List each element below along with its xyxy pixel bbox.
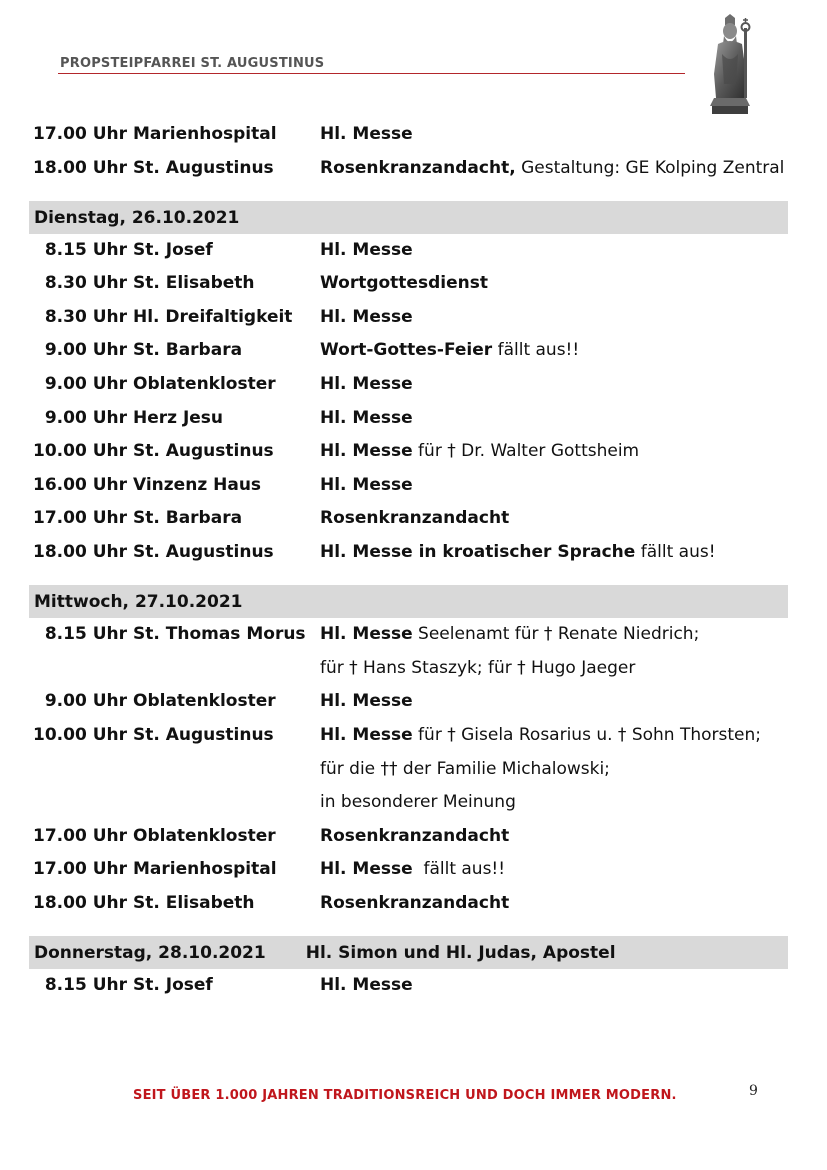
entry-title: Hl. Messe (320, 374, 413, 395)
entry-location: St. Augustinus (133, 724, 274, 745)
entry-time: 17.00 Uhr (33, 825, 127, 846)
entry-description (320, 469, 413, 503)
schedule-entry (29, 502, 788, 536)
entry-title: Hl. Messe in kroatischer Sprache (320, 542, 636, 563)
schedule-entry (29, 887, 788, 921)
header-rule (58, 73, 685, 74)
entry-description (320, 402, 413, 436)
entry-description (320, 368, 413, 402)
entry-title: Hl. Messe (320, 124, 413, 144)
saint-statue-image (700, 14, 762, 116)
schedule-entry (29, 685, 788, 719)
entry-title: Rosenkranzandacht (320, 825, 510, 846)
entry-note: für die †† der Familie Michalowski; (320, 758, 610, 779)
entry-description (320, 652, 635, 686)
entry-time: 8.15 Uhr (44, 974, 127, 995)
entry-title: Wort-Gottes-Feier (320, 340, 493, 361)
schedule-entry-continuation (29, 753, 788, 787)
day-label: Dienstag, 26.10.2021 (34, 207, 240, 228)
entry-location: Marienhospital (133, 859, 277, 880)
entry-note: fällt aus!! (412, 859, 506, 880)
entry-description (320, 502, 509, 536)
entry-time: 8.15 Uhr (44, 624, 127, 645)
entry-time: 18.00 Uhr (33, 542, 127, 563)
entry-time: 16.00 Uhr (33, 474, 127, 495)
section-spacer (29, 570, 788, 586)
entry-title: Hl. Messe (320, 306, 413, 327)
schedule-entry-continuation (29, 652, 788, 686)
schedule-entry (29, 234, 788, 268)
schedule-entry (29, 719, 788, 753)
entry-description (320, 267, 488, 301)
entry-title: Hl. Messe (320, 691, 413, 712)
entry-location: Hl. Dreifaltigkeit (133, 306, 293, 327)
schedule-entry (29, 301, 788, 335)
entry-title: Rosenkranzandacht (320, 892, 510, 913)
entry-time: 17.00 Uhr (33, 124, 127, 144)
day-sections (29, 185, 788, 1002)
entry-time: 17.00 Uhr (33, 859, 127, 880)
entry-location: St. Thomas Morus (133, 624, 306, 645)
entry-time: 9.00 Uhr (44, 407, 127, 428)
entry-time: 8.30 Uhr (44, 273, 127, 294)
day-header (29, 585, 788, 618)
entry-note: Seelenamt für † Renate Niedrich; (412, 624, 700, 645)
schedule-entry (29, 118, 788, 152)
page-number: 9 (749, 1083, 758, 1099)
entry-title: Hl. Messe (320, 624, 413, 645)
entry-description (320, 536, 716, 570)
entry-title: Rosenkranzandacht (320, 508, 510, 529)
day-label: Mittwoch, 27.10.2021 (34, 592, 243, 613)
entry-time: 8.15 Uhr (44, 239, 127, 260)
entry-location: St. Augustinus (133, 441, 274, 462)
entry-location: St. Josef (133, 974, 213, 995)
entry-time: 8.30 Uhr (44, 306, 127, 327)
footer-slogan: SEIT ÜBER 1.000 JAHREN TRADITIONSREICH UND DOCH IMMER MODERN. (133, 1088, 677, 1103)
entry-note: Gestaltung: GE Kolping Zentral (515, 157, 785, 178)
entry-title: Hl. Messe (320, 859, 413, 880)
schedule-entry (29, 820, 788, 854)
entry-title: Wortgottesdienst (320, 273, 488, 294)
schedule-entry (29, 435, 788, 469)
entry-title: Hl. Messe (320, 239, 413, 260)
entry-description (320, 618, 699, 652)
entry-location: Marienhospital (133, 124, 277, 144)
entry-note: in besonderer Meinung (320, 792, 516, 813)
schedule-entry (29, 469, 788, 503)
entry-description (320, 820, 509, 854)
entry-title: Hl. Messe (320, 724, 413, 745)
entry-note: für † Gisela Rosarius u. † Sohn Thorsten; (412, 724, 762, 745)
schedule-entry (29, 536, 788, 570)
entry-time: 17.00 Uhr (33, 508, 127, 529)
entry-time: 9.00 Uhr (44, 374, 127, 395)
day-feast: Hl. Simon und Hl. Judas, Apostel (305, 942, 616, 963)
entry-description (320, 685, 413, 719)
entry-description (320, 853, 505, 887)
entry-description (320, 786, 516, 820)
day-header (29, 936, 788, 969)
day-label: Donnerstag, 28.10.2021 (34, 942, 266, 963)
entry-location: St. Barbara (133, 340, 243, 361)
entry-note: für † Dr. Walter Gottsheim (412, 441, 640, 462)
entry-note: fällt aus! (635, 542, 716, 563)
entry-description (320, 969, 413, 1003)
entry-location: Herz Jesu (133, 407, 224, 428)
entry-description (320, 753, 610, 787)
entry-description (320, 719, 761, 753)
entry-description (320, 118, 413, 152)
entry-description (320, 435, 639, 469)
entry-time: 18.00 Uhr (33, 892, 127, 913)
entry-time: 9.00 Uhr (44, 340, 127, 361)
entry-title: Rosenkranzandacht, (320, 157, 516, 178)
schedule-entry (29, 618, 788, 652)
entry-description (320, 301, 413, 335)
schedule-entry (29, 402, 788, 436)
entry-location: St. Augustinus (133, 157, 274, 178)
entry-title: Hl. Messe (320, 407, 413, 428)
schedule-entry (29, 969, 788, 1003)
section-spacer (29, 185, 788, 201)
entry-note: fällt aus!! (492, 340, 580, 361)
entry-time: 9.00 Uhr (44, 691, 127, 712)
entry-title: Hl. Messe (320, 474, 413, 495)
entry-description (320, 152, 784, 186)
entry-location: Oblatenkloster (133, 691, 276, 712)
entry-location: St. Elisabeth (133, 273, 255, 294)
entry-description (320, 234, 413, 268)
entry-location: St. Josef (133, 239, 213, 260)
header-title: PROPSTEIPFARREI ST. AUGUSTINUS (60, 56, 325, 71)
schedule-entry (29, 368, 788, 402)
entry-time: 10.00 Uhr (33, 724, 127, 745)
entry-description (320, 334, 579, 368)
day-header (29, 201, 788, 234)
entry-location: St. Barbara (133, 508, 243, 529)
entry-title: Hl. Messe (320, 441, 413, 462)
schedule-entry (29, 267, 788, 301)
section-spacer (29, 920, 788, 936)
entry-note: für † Hans Staszyk; für † Hugo Jaeger (320, 657, 636, 678)
entry-location: Vinzenz Haus (133, 474, 262, 495)
schedule-entry-continuation (29, 786, 788, 820)
entry-time: 18.00 Uhr (33, 157, 127, 178)
entry-location: St. Augustinus (133, 542, 274, 563)
entry-title: Hl. Messe (320, 974, 413, 995)
entry-description (320, 887, 509, 921)
schedule-entry (29, 152, 788, 186)
entry-time: 10.00 Uhr (33, 441, 127, 462)
schedule (29, 118, 788, 1003)
entry-location: St. Elisabeth (133, 892, 255, 913)
top-entries (29, 118, 788, 185)
entry-location: Oblatenkloster (133, 374, 276, 395)
entry-location: Oblatenkloster (133, 825, 276, 846)
schedule-entry (29, 853, 788, 887)
schedule-entry (29, 334, 788, 368)
